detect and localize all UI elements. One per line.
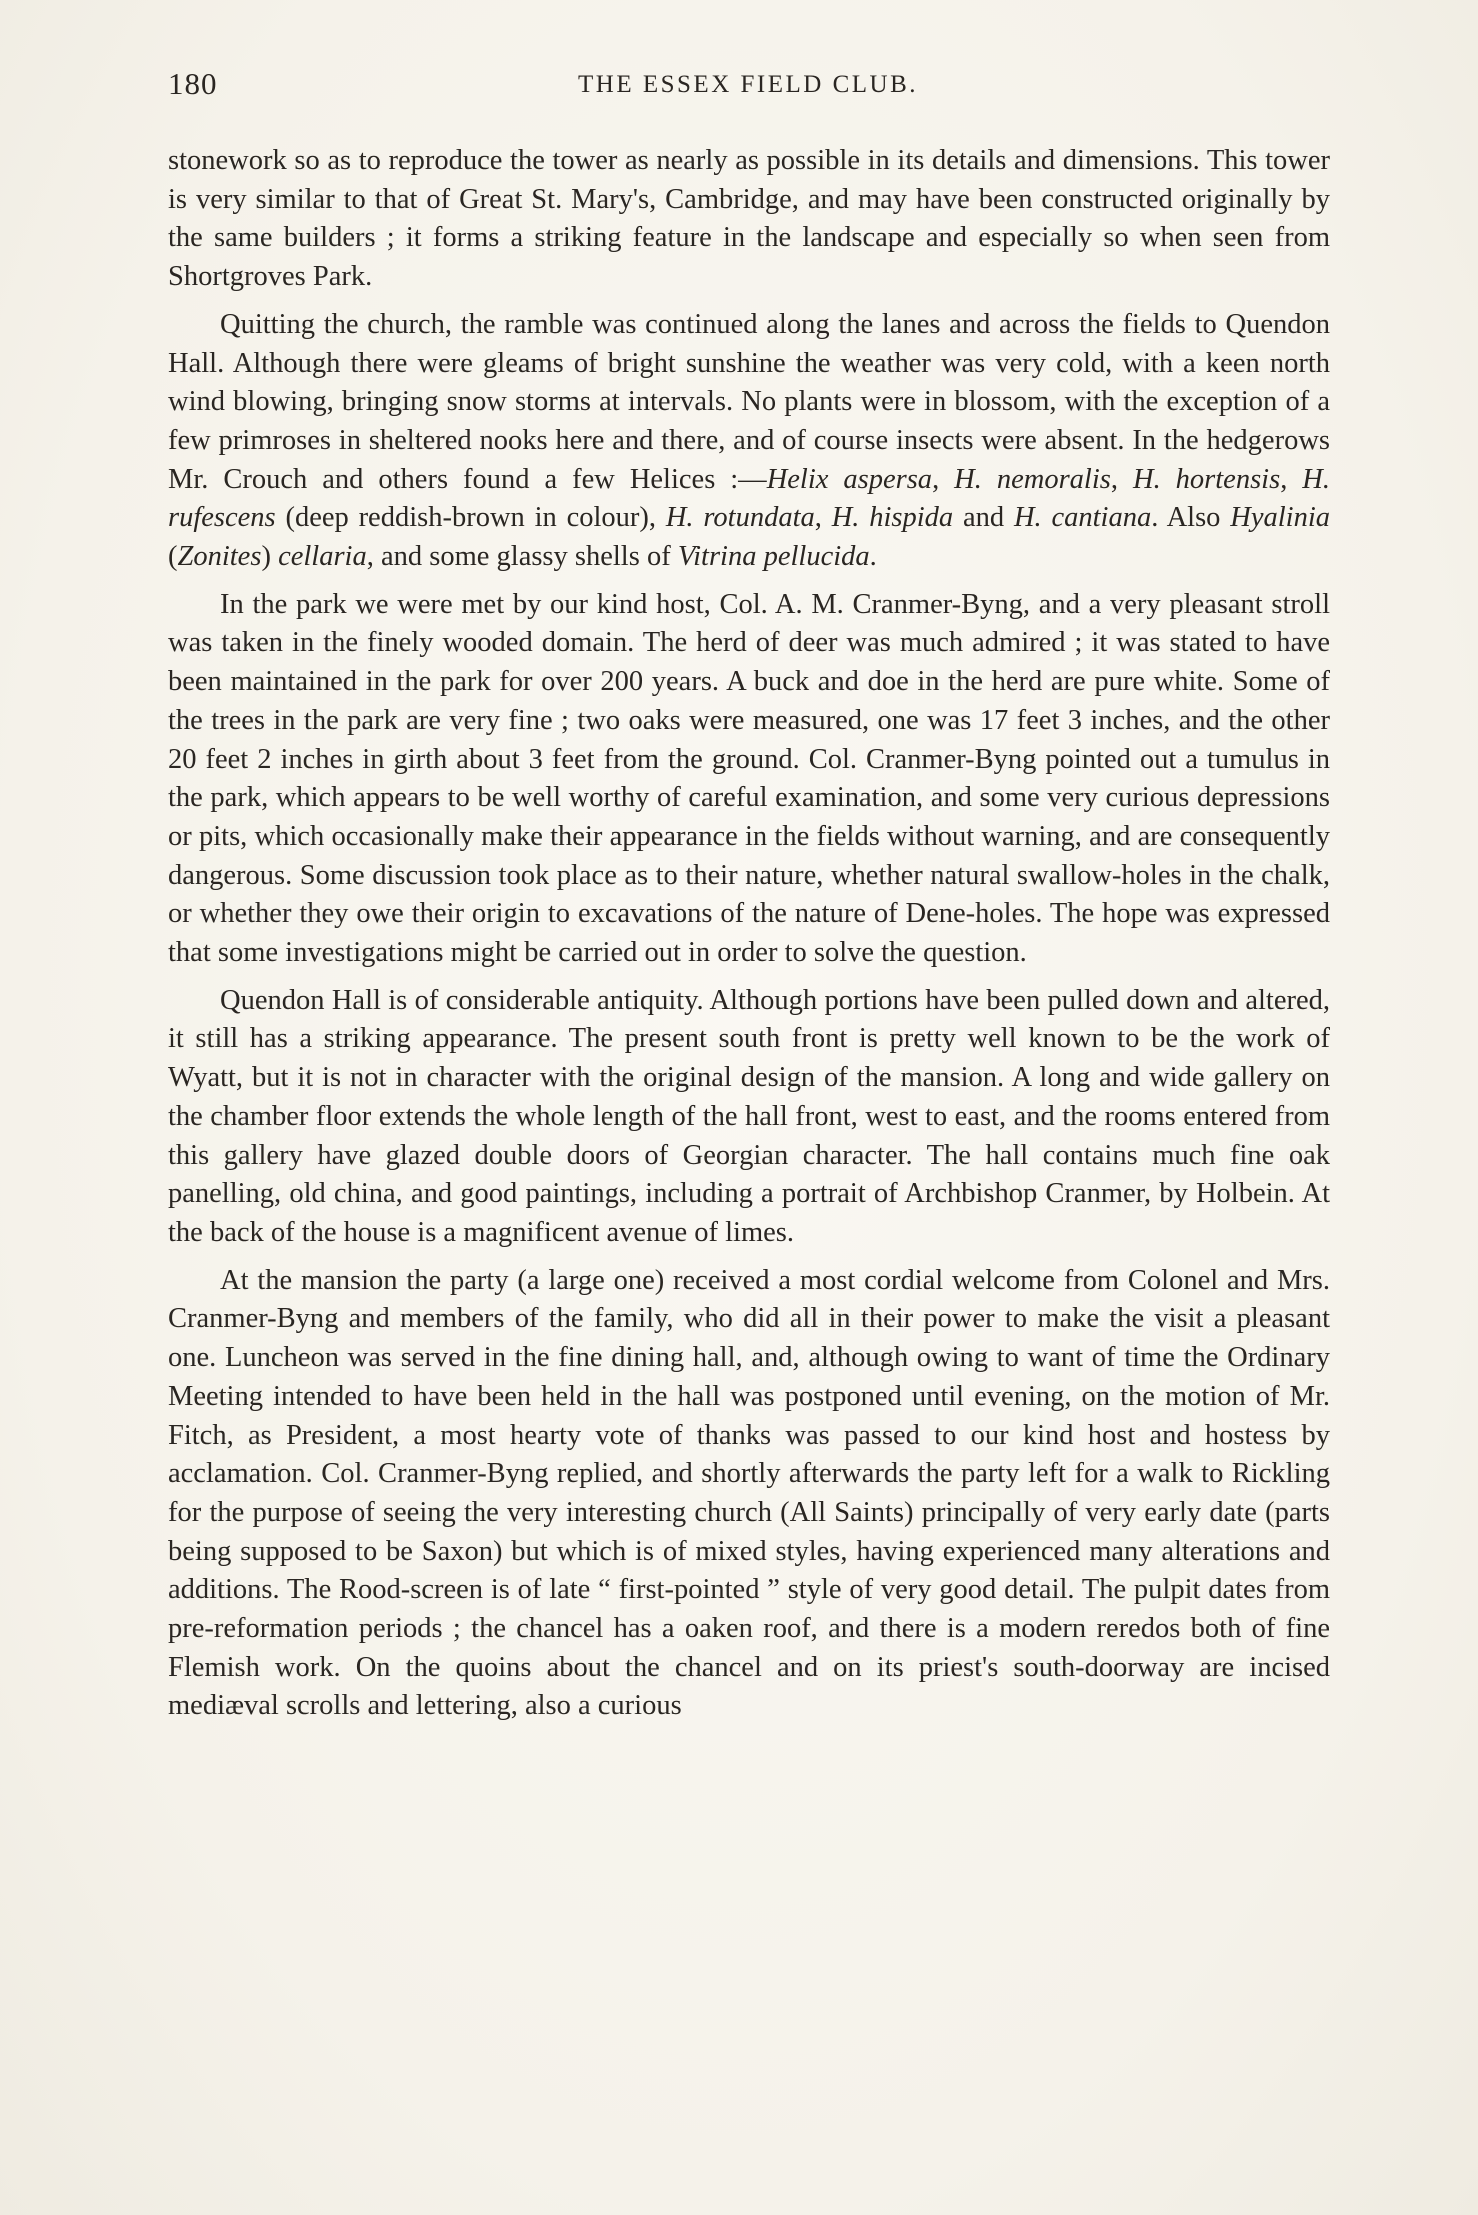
paragraph [168,1262,1330,1726]
text-run: At the mansion the party (a large one) received a most cordial welcome from Colonel and Mrs. Cranmer-Byng and members of the family, who did all in their power to make the visit a pleasant one. Luncheon was served in the fine dining hall, and, although owing to want of time the Ordinary Meeting intended to have been held in the hall was postponed until evening, on the motion of Mr. Fitch, as President, a most hearty vote of thanks was passed to our kind host and hostess by acclamation. Col. Cranmer-Byng replied, and shortly afterwards the party left for a walk to Rickling for the purpose of seeing the very interesting church (All Saints) principally of very early date (parts being supposed to be Saxon) but which is of mixed styles, having experienced many alterations and additions. The Rood-screen is of late “ first-pointed ” style of very good detail. The pulpit dates from pre-reformation periods ; the chancel has a oaken roof, and there is a modern reredos both of fine Flemish work. On the quoins about the chancel and on its priest's south-doorway are incised mediæval scrolls and lettering, also a curious [168,1264,1330,1722]
paragraph [168,142,1330,297]
paragraph [168,306,1330,577]
italic-text: Helix aspersa [766,463,933,495]
text-run: . [869,541,877,573]
page-header [168,66,1328,112]
text-run: , [814,502,832,534]
italic-text: Zonites [177,541,262,573]
italic-text: H. cantiana [1013,502,1152,534]
text-run: and [953,502,1014,534]
text-run: , and some glassy shells of [366,541,678,573]
page-number: 180 [168,66,218,101]
text-run: , [1280,463,1303,495]
text-run: . Also [1151,502,1231,534]
text-run: stonework so as to reproduce the tower as nearly as possible in its details and dimensions. This tower is very similar to that of Great St. Mary's, Cambridge, and may have been constructed originally by the same builders ; it forms a striking feature in the landscape and especially so when seen from Shortgroves Park. [168,145,1330,293]
text-run: ) [261,541,279,573]
italic-text: cellaria [278,541,367,573]
paragraph [168,586,1330,973]
text-run: (deep reddish-brown in colour), [275,502,666,534]
italic-text: Vitrina pellucida [677,541,870,573]
text-run: ( [168,541,178,573]
text-run: In the park we were met by our kind host, Col. A. M. Cranmer-Byng, and a very pleasant stroll was taken in the finely wooded domain. The herd of deer was much admired ; it was stated to have been maintained in the park for over 200 years. A buck and doe in the herd are pure white. Some of the trees in the park are very fine ; two oaks were measured, one was 17 feet 3 inches, and the other 20 feet 2 inches in girth about 3 feet from the ground. Col. Cranmer-Byng pointed out a tumulus in the park, which appears to be well worthy of careful examination, and some very curious depressions or pits, which occasionally make their appearance in the fields without warning, and are consequently dangerous. Some discussion took place as to their nature, whether natural swallow-holes in the chalk, or whether they owe their origin to excavations of the nature of Dene-holes. The hope was expressed that some investigations might be carried out in order to solve the question. [168,588,1330,969]
italic-text: H. rotundata [665,502,815,534]
italic-text: H. hispida [831,502,954,534]
paragraph [168,982,1330,1253]
italic-text: H. hortensis [1132,463,1281,495]
text-run: Quitting the church, the ramble was continued along the lanes and across the fields to Quendon Hall. Although there were gleams of bright sunshine the weather was very cold, with a keen north wind blowing, bringing snow storms at intervals. No plants were in blossom, with the exception of a few primroses in sheltered nooks here and there, and of course insects were absent. In the hedgerows Mr. Crouch and others found a few Helices :— [168,308,1330,495]
running-head: THE ESSEX FIELD CLUB. [578,71,918,98]
text-run: , [1110,463,1133,495]
italic-text: H. rufescens [168,463,1331,534]
text-run: Quendon Hall is of considerable antiquity. Although portions have been pulled down and altered, it still has a striking appearance. The present south front is pretty well known to be the work of Wyatt, but it is not in character with the original design of the mansion. A long and wide gallery on the chamber floor extends the whole length of the hall front, west to east, and the rooms entered from this gallery have glazed double doors of Georgian character. The hall contains much fine oak panelling, old china, and good paintings, including a portrait of Archbishop Cranmer, by Holbein. At the back of the house is a magnificent avenue of limes. [168,984,1330,1248]
italic-text: H. nemoralis [954,463,1111,495]
body-text [168,142,1330,1735]
italic-text: Hyalinia [1230,502,1330,534]
text-run: , [932,463,955,495]
